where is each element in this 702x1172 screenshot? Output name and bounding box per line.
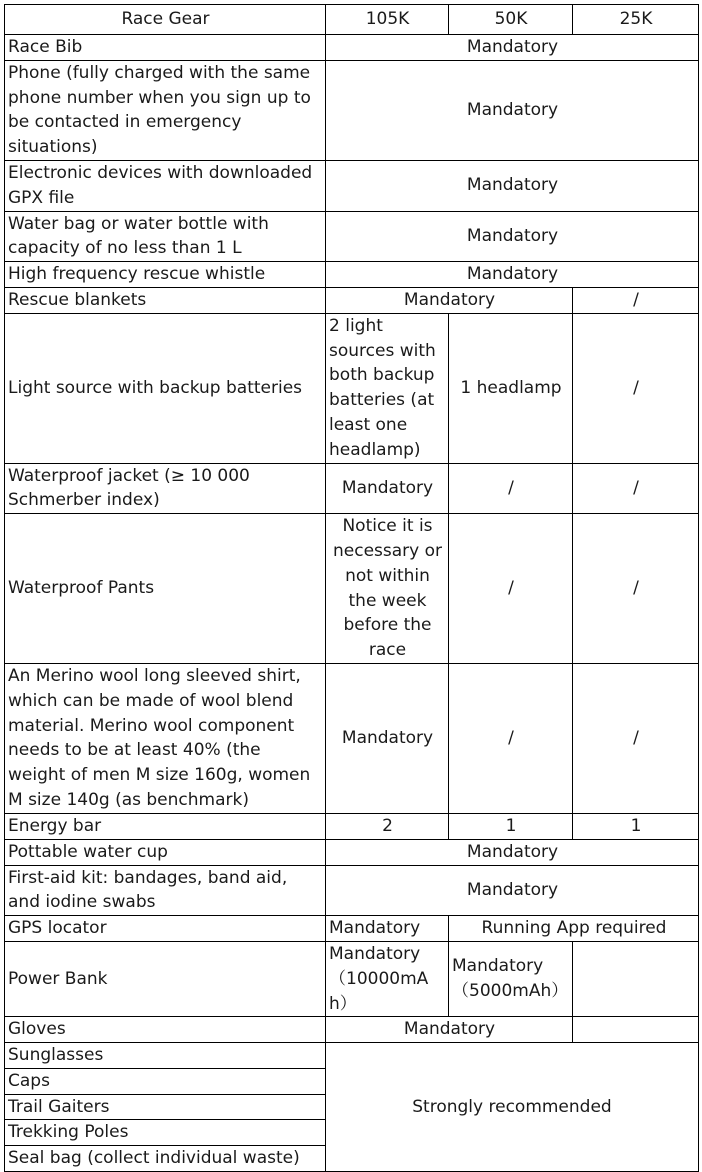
row-whistle xyxy=(5,262,699,288)
req-blankets-105-50: Mandatory xyxy=(326,287,573,313)
gear-phone: Phone (fully charged with the same phone number when you sign up to be contacted in emergency situations) xyxy=(5,60,326,160)
req-gpx: Mandatory xyxy=(326,160,699,211)
req-light-105: 2 light sources with both backup batteries (at least one headlamp) xyxy=(326,313,449,463)
req-merino-25: / xyxy=(573,663,699,813)
req-energy-bar-25: 1 xyxy=(573,813,699,839)
gear-light: Light source with backup batteries xyxy=(5,313,326,463)
req-energy-bar-50: 1 xyxy=(449,813,573,839)
row-gps xyxy=(5,916,699,942)
req-pants-25: / xyxy=(573,514,699,664)
gear-gloves: Gloves xyxy=(5,1017,326,1043)
row-energy-bar xyxy=(5,813,699,839)
req-pants-105: Notice it is necessary or not within the week before the race xyxy=(326,514,449,664)
row-gloves xyxy=(5,1017,699,1043)
gear-caps: Caps xyxy=(5,1068,326,1094)
row-first-aid xyxy=(5,865,699,916)
strongly-recommended: Strongly recommended xyxy=(326,1043,699,1172)
req-light-50: 1 headlamp xyxy=(449,313,573,463)
header-25k: 25K xyxy=(573,5,699,35)
req-light-25: / xyxy=(573,313,699,463)
req-merino-50: / xyxy=(449,663,573,813)
gear-pants: Waterproof Pants xyxy=(5,514,326,664)
req-gloves-105-50: Mandatory xyxy=(326,1017,573,1043)
gear-water-bag: Water bag or water bottle with capacity of no less than 1 L xyxy=(5,211,326,262)
gear-gps: GPS locator xyxy=(5,916,326,942)
header-race-gear: Race Gear xyxy=(5,5,326,35)
req-gloves-25 xyxy=(573,1017,699,1043)
row-phone xyxy=(5,60,699,160)
req-phone: Mandatory xyxy=(326,60,699,160)
gear-sunglasses: Sunglasses xyxy=(5,1043,326,1069)
req-first-aid: Mandatory xyxy=(326,865,699,916)
req-jacket-50: / xyxy=(449,463,573,514)
req-power-bank-25 xyxy=(573,941,699,1016)
gear-water-cup: Pottable water cup xyxy=(5,839,326,865)
header-105k: 105K xyxy=(326,5,449,35)
req-race-bib: Mandatory xyxy=(326,35,699,61)
req-gps-50-25: Running App required xyxy=(449,916,699,942)
gear-jacket: Waterproof jacket (≥ 10 000 Schmerber index) xyxy=(5,463,326,514)
row-jacket xyxy=(5,463,699,514)
row-water-bag xyxy=(5,211,699,262)
req-power-bank-105: Mandatory （10000mAh） xyxy=(326,941,449,1016)
row-gpx xyxy=(5,160,699,211)
req-blankets-25: / xyxy=(573,287,699,313)
gear-poles: Trekking Poles xyxy=(5,1120,326,1146)
req-water-bag: Mandatory xyxy=(326,211,699,262)
row-pants xyxy=(5,514,699,664)
req-water-cup: Mandatory xyxy=(326,839,699,865)
row-sunglasses xyxy=(5,1043,699,1069)
gear-race-bib: Race Bib xyxy=(5,35,326,61)
req-merino-105: Mandatory xyxy=(326,663,449,813)
row-race-bib xyxy=(5,35,699,61)
gear-blankets: Rescue blankets xyxy=(5,287,326,313)
gear-first-aid: First-aid kit: bandages, band aid, and iodine swabs xyxy=(5,865,326,916)
gear-seal-bag: Seal bag (collect individual waste) xyxy=(5,1146,326,1172)
req-power-bank-50: Mandatory （5000mAh） xyxy=(449,941,573,1016)
race-gear-table xyxy=(4,4,699,1172)
row-light xyxy=(5,313,699,463)
gear-merino: An Merino wool long sleeved shirt, which can be made of wool blend material. Merino wool component needs to be at least 40% (the weight of men M size 160g, women M size 140g (as benchmark) xyxy=(5,663,326,813)
gear-gpx: Electronic devices with downloaded GPX file xyxy=(5,160,326,211)
gear-power-bank: Power Bank xyxy=(5,941,326,1016)
req-energy-bar-105: 2 xyxy=(326,813,449,839)
req-whistle: Mandatory xyxy=(326,262,699,288)
row-power-bank xyxy=(5,941,699,1016)
row-blankets xyxy=(5,287,699,313)
req-gps-105: Mandatory xyxy=(326,916,449,942)
header-50k: 50K xyxy=(449,5,573,35)
row-merino xyxy=(5,663,699,813)
row-water-cup xyxy=(5,839,699,865)
gear-gaiters: Trail Gaiters xyxy=(5,1094,326,1120)
gear-energy-bar: Energy bar xyxy=(5,813,326,839)
header-row xyxy=(5,5,699,35)
req-jacket-105: Mandatory xyxy=(326,463,449,514)
req-pants-50: / xyxy=(449,514,573,664)
req-jacket-25: / xyxy=(573,463,699,514)
gear-whistle: High frequency rescue whistle xyxy=(5,262,326,288)
